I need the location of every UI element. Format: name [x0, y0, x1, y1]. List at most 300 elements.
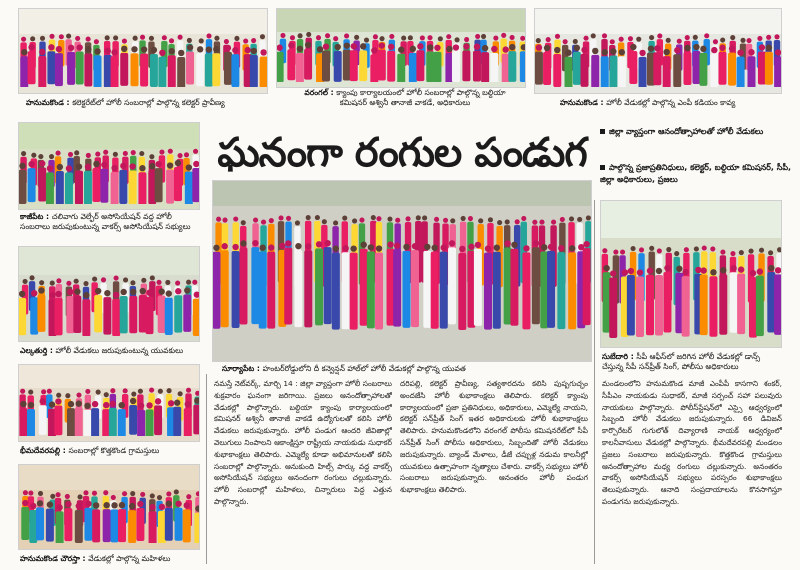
person-figure — [150, 54, 158, 87]
person-head — [92, 401, 98, 407]
person-figure — [416, 50, 424, 81]
person-figure — [37, 294, 45, 331]
person-head — [166, 492, 171, 497]
person-figure — [350, 50, 358, 81]
person-figure — [19, 170, 27, 204]
person-head — [475, 34, 480, 39]
person-head — [520, 36, 525, 41]
person-head — [138, 402, 144, 408]
person-figure — [636, 277, 644, 338]
person-head — [674, 251, 679, 256]
person-head — [602, 248, 607, 253]
person-figure — [370, 55, 378, 83]
person-figure — [165, 297, 173, 334]
person-head — [76, 400, 82, 406]
person-head — [174, 490, 179, 495]
person-figure — [627, 275, 635, 336]
person-head — [206, 34, 211, 39]
person-head — [730, 265, 736, 271]
person-head — [149, 163, 155, 169]
person-head — [443, 218, 448, 223]
caption-left-2 — [20, 346, 200, 358]
person-head — [324, 240, 330, 246]
person-head — [140, 288, 146, 294]
crowd-figures — [19, 142, 200, 204]
person-head — [544, 45, 550, 51]
photo-collectorate-holi — [18, 8, 268, 94]
person-figure — [484, 253, 492, 330]
person-head — [49, 292, 55, 298]
person-head — [86, 153, 91, 158]
person-head — [583, 241, 589, 247]
person-head — [39, 160, 45, 166]
person-head — [103, 402, 109, 408]
person-head — [104, 290, 110, 296]
person-head — [563, 40, 568, 45]
person-head — [305, 42, 311, 48]
person-head — [65, 494, 70, 499]
person-figure — [433, 52, 441, 82]
person-figure — [553, 55, 561, 88]
person-head — [155, 398, 161, 404]
person-head — [193, 161, 199, 167]
person-head — [93, 161, 99, 167]
person-head — [379, 43, 385, 49]
person-head — [468, 216, 473, 221]
person-figure — [67, 52, 75, 85]
person-head — [322, 219, 327, 224]
person-figure — [474, 249, 482, 326]
person-head — [431, 245, 437, 251]
person-head — [251, 48, 257, 54]
person-figure — [46, 509, 54, 542]
person-figure — [332, 253, 340, 330]
person-head — [104, 392, 109, 397]
caption-text: చలివాగు వెల్ఫేర్ అసోసియేషన్ వద్ద హోలీ సంబరాలు జరుపుకుంటున్న వాకర్స్ అసోసియేషన్ సభ్యులు — [20, 212, 191, 231]
person-head — [373, 34, 378, 39]
person-head — [65, 393, 70, 398]
person-head — [591, 34, 596, 39]
person-figure — [224, 52, 232, 85]
person-head — [186, 387, 191, 392]
person-head — [162, 36, 167, 41]
person-head — [344, 43, 350, 49]
person-head — [455, 37, 460, 42]
person-head — [56, 505, 62, 511]
person-figure — [56, 171, 64, 204]
person-figure — [343, 50, 351, 81]
highlight-item: జిల్లా వ్యాప్తంగా ఆనందోత్సాహాలతో హోలీ వేడుకలు — [600, 126, 794, 138]
person-figure — [130, 54, 138, 87]
person-figure — [409, 53, 417, 82]
person-head — [243, 39, 248, 44]
caption-place: వరంగల్ : — [304, 88, 337, 97]
person-figure — [543, 52, 551, 85]
person-figure — [315, 248, 323, 325]
person-head — [74, 278, 79, 283]
person-head — [333, 220, 338, 225]
person-head — [554, 47, 560, 53]
person-head — [475, 242, 481, 248]
caption-text: సీపీ ఆఫీస్‌లో జరిగిన హోలీ వేడుకల్లో డాన్స్ చేస్తున్న సీపీ సన్‌ప్రీత్ సింగ్, పోలీసు అధికారులు — [602, 352, 761, 371]
person-figure — [92, 168, 100, 202]
person-head — [491, 46, 497, 52]
caption-center — [222, 364, 588, 376]
person-head — [774, 35, 779, 40]
person-head — [738, 267, 744, 273]
person-head — [103, 502, 109, 508]
person-head — [583, 36, 588, 41]
caption-left-4 — [20, 554, 200, 566]
person-head — [493, 36, 498, 41]
person-head — [138, 388, 143, 393]
person-head — [602, 50, 608, 56]
photo-cp-office-dance — [600, 200, 782, 348]
person-head — [656, 268, 662, 274]
person-head — [260, 35, 265, 40]
person-head — [40, 398, 46, 404]
person-head — [677, 39, 682, 44]
person-head — [92, 491, 97, 496]
person-figure — [719, 274, 727, 335]
person-figure — [231, 55, 239, 88]
person-head — [485, 245, 491, 251]
person-figure — [149, 512, 157, 544]
person-head — [515, 219, 520, 224]
person-head — [186, 279, 191, 284]
person-head — [213, 46, 219, 52]
person-head — [666, 247, 671, 252]
person-head — [521, 216, 526, 221]
person-head — [251, 38, 256, 43]
person-figure — [128, 511, 136, 544]
person-head — [184, 503, 190, 509]
person-head — [631, 246, 636, 251]
person-head — [149, 387, 154, 392]
crowd-figures — [19, 268, 200, 336]
person-head — [602, 34, 607, 39]
person-head — [619, 37, 624, 42]
person-figure — [119, 170, 127, 204]
person-head — [133, 36, 138, 41]
person-head — [216, 217, 221, 222]
person-head — [93, 503, 99, 509]
person-figure — [547, 251, 555, 328]
person-figure — [673, 55, 681, 88]
person-head — [113, 152, 118, 157]
person-head — [453, 44, 459, 50]
person-figure — [655, 275, 663, 336]
person-head — [297, 46, 303, 52]
person-head — [510, 35, 515, 40]
person-head — [149, 504, 155, 510]
person-head — [371, 215, 376, 220]
person-head — [461, 216, 466, 221]
person-head — [474, 44, 480, 50]
person-figure — [158, 57, 166, 87]
person-head — [639, 50, 645, 56]
person-head — [603, 265, 609, 271]
person-head — [149, 154, 154, 159]
caption-place: సుబేదారి : — [602, 352, 637, 361]
person-figure — [573, 52, 581, 85]
person-head — [620, 250, 625, 255]
person-head — [335, 44, 341, 50]
person-head — [259, 244, 265, 250]
person-figure — [284, 247, 292, 324]
person-figure — [535, 52, 543, 85]
person-head — [459, 246, 465, 252]
person-figure — [749, 277, 757, 338]
person-head — [234, 36, 239, 41]
person-figure — [683, 52, 691, 85]
person-head — [159, 149, 164, 154]
person-head — [663, 49, 669, 55]
person-figure — [397, 54, 405, 82]
person-head — [66, 280, 71, 285]
person-figure — [334, 51, 342, 82]
person-head — [777, 247, 782, 252]
crowd-figures — [277, 26, 526, 82]
person-head — [648, 46, 654, 52]
person-figure — [19, 408, 27, 436]
person-figure — [402, 251, 410, 328]
person-head — [85, 47, 91, 53]
person-figure — [66, 296, 74, 333]
person-figure — [193, 404, 200, 434]
person-head — [74, 150, 79, 155]
person-head — [156, 279, 161, 284]
caption-text: హంటర్‌రోడ్డులోని దీ కన్వెన్షన్ హాల్‌లో హోలీ వేడుకల్లో పాల్గొన్న యువత — [262, 364, 466, 373]
person-head — [159, 50, 165, 56]
person-head — [192, 279, 197, 284]
highlights-box — [594, 122, 798, 198]
person-figure — [165, 508, 173, 541]
person-head — [759, 248, 764, 253]
person-head — [38, 287, 44, 293]
person-head — [387, 241, 393, 247]
caption-place: హనుమకొండ : — [560, 98, 607, 107]
person-head — [412, 243, 418, 249]
person-figure — [360, 249, 368, 326]
person-figure — [194, 513, 200, 543]
person-head — [131, 150, 136, 155]
person-figure — [39, 405, 47, 435]
person-head — [47, 388, 52, 393]
person-head — [186, 495, 191, 500]
photo-camp-office-holi — [276, 8, 526, 88]
person-figure — [481, 52, 489, 82]
person-head — [66, 165, 72, 171]
person-figure — [653, 53, 661, 86]
person-figure — [103, 510, 111, 543]
person-head — [351, 43, 357, 49]
person-head — [700, 268, 706, 274]
person-head — [560, 217, 565, 222]
person-head — [482, 45, 488, 51]
person-figure — [212, 54, 220, 87]
person-figure — [109, 408, 117, 436]
person-figure — [54, 405, 62, 435]
person-head — [449, 240, 455, 246]
person-head — [56, 46, 62, 52]
person-head — [427, 44, 433, 50]
person-head — [68, 152, 73, 157]
person-head — [105, 48, 111, 54]
person-figure — [129, 170, 137, 203]
person-head — [103, 149, 108, 154]
person-head — [269, 218, 274, 223]
person-head — [76, 503, 82, 509]
person-head — [746, 38, 751, 43]
person-head — [19, 163, 25, 169]
photo-mp-holi — [534, 8, 782, 94]
person-head — [140, 35, 145, 40]
person-figure — [375, 253, 383, 330]
person-head — [119, 402, 125, 408]
person-head — [333, 36, 338, 41]
person-figure — [367, 251, 375, 328]
person-head — [481, 34, 486, 39]
crowd-figures — [535, 27, 782, 87]
person-head — [222, 217, 227, 222]
person-head — [241, 220, 246, 225]
person-head — [111, 165, 117, 171]
person-head — [83, 281, 88, 286]
person-head — [175, 160, 181, 166]
person-head — [122, 492, 127, 497]
person-head — [21, 49, 27, 55]
person-head — [47, 502, 53, 508]
person-head — [158, 388, 163, 393]
person-head — [28, 402, 34, 408]
person-head — [174, 399, 180, 405]
person-figure — [185, 171, 193, 203]
person-figure — [36, 508, 44, 541]
person-figure — [267, 252, 275, 329]
person-head — [31, 153, 36, 158]
crowd-figures — [19, 382, 200, 436]
person-head — [361, 242, 367, 248]
person-head — [546, 37, 551, 42]
person-head — [637, 269, 643, 275]
person-head — [111, 495, 116, 500]
person-head — [131, 47, 137, 53]
person-head — [757, 269, 763, 275]
person-head — [558, 245, 564, 251]
divider — [206, 374, 207, 564]
person-head — [478, 218, 483, 223]
person-head — [110, 400, 116, 406]
person-head — [749, 249, 754, 254]
person-figure — [91, 408, 99, 436]
photo-youth-elkathurthi — [18, 246, 200, 342]
person-head — [85, 389, 90, 394]
person-figure — [47, 52, 55, 85]
person-head — [434, 217, 439, 222]
person-figure — [259, 252, 267, 329]
person-head — [748, 50, 754, 56]
person-figure — [111, 57, 119, 88]
person-head — [103, 491, 108, 496]
person-head — [49, 401, 55, 407]
person-figure — [387, 51, 395, 82]
person-figure — [205, 54, 213, 87]
person-figure — [709, 276, 717, 337]
person-head — [268, 244, 274, 250]
person-figure — [111, 172, 119, 204]
person-head — [96, 389, 101, 394]
person-head — [298, 33, 303, 38]
person-figure — [510, 249, 518, 326]
person-head — [74, 288, 80, 294]
person-head — [694, 246, 699, 251]
person-head — [66, 34, 71, 39]
person-figure — [28, 168, 36, 202]
person-head — [388, 44, 394, 50]
person-figure — [28, 52, 36, 85]
person-figure — [591, 55, 599, 87]
person-figure — [138, 172, 146, 204]
person-head — [157, 495, 162, 500]
person-figure — [64, 509, 72, 542]
person-head — [57, 164, 63, 170]
person-figure — [76, 52, 84, 85]
person-head — [253, 218, 258, 223]
person-head — [111, 503, 117, 509]
crowd-figures — [19, 483, 200, 543]
person-head — [83, 491, 88, 496]
person-head — [68, 401, 74, 407]
person-head — [438, 36, 443, 41]
person-head — [56, 392, 61, 397]
person-figure — [639, 57, 647, 87]
person-head — [581, 47, 587, 53]
person-head — [39, 49, 45, 55]
person-head — [47, 165, 53, 171]
person-head — [155, 161, 161, 167]
person-figure — [277, 52, 284, 82]
person-head — [150, 494, 155, 499]
person-head — [95, 288, 101, 294]
person-head — [260, 50, 266, 56]
person-figure — [692, 51, 700, 84]
person-figure — [774, 57, 782, 87]
person-head — [122, 39, 127, 44]
person-head — [420, 36, 425, 41]
person-head — [427, 35, 432, 40]
person-head — [194, 291, 200, 297]
caption-place: భీమదేవరపల్లి : — [20, 446, 69, 455]
article-column-1: నమస్తే నెట్‌వర్క్, మార్చి 14 : జిల్లా వ్యాప్తంగా హోలీ సంబరాలు శుక్రవారం ఘనంగా జరిగాయి. ప్రజలు ఆనందోత్సాహాలతో వేడుకల్లో పాల్గొన్నారు. బల్దియా క్యాంపు కార్యాలయంలో కమిషనర్ అశ్వినీ తానాజీ వాకడే ఉద్యోగులతో కలిసి హోలీ వేడుకలు జరుపుకున్నారు. హోలీ పండుగ ఆందరి జీవితాల్లో వెలుగులు నింపాలని ఆకాంక్షిస్తూ రాష్ట్రీయ నాయకుడు సుధాకర్ శుభాకాంక్షలు తెలిపారు. ఎమ్మెల్యే కూడా అభిమానులతో కలిసి సంబరాల్లో పాల్గొన్నారు. ఆనుకుంది హిల్స్ పార్కు వద్ద వాకర్స్ అసోసియేషన్ సభ్యులు ఆనందంగా రంగులు చల్లుకున్నారు. హోలీ సంబరాల్లో మహిళలు, చిన్నారులు పెద్ద ఎత్తున పాల్గొన్నారు. — [214, 379, 392, 506]
person-figure — [490, 53, 498, 82]
person-head — [193, 149, 198, 154]
person-head — [85, 164, 91, 170]
person-head — [379, 36, 384, 41]
page-headline: ఘనంగా రంగుల పండుగ — [217, 129, 587, 176]
person-head — [710, 269, 716, 275]
person-head — [533, 240, 539, 246]
person-head — [389, 34, 394, 39]
person-head — [150, 275, 155, 280]
person-head — [20, 401, 26, 407]
person-head — [105, 36, 110, 41]
person-figure — [232, 251, 240, 328]
person-figure — [129, 405, 137, 435]
person-head — [775, 267, 781, 273]
person-head — [664, 265, 670, 271]
person-head — [405, 216, 410, 221]
